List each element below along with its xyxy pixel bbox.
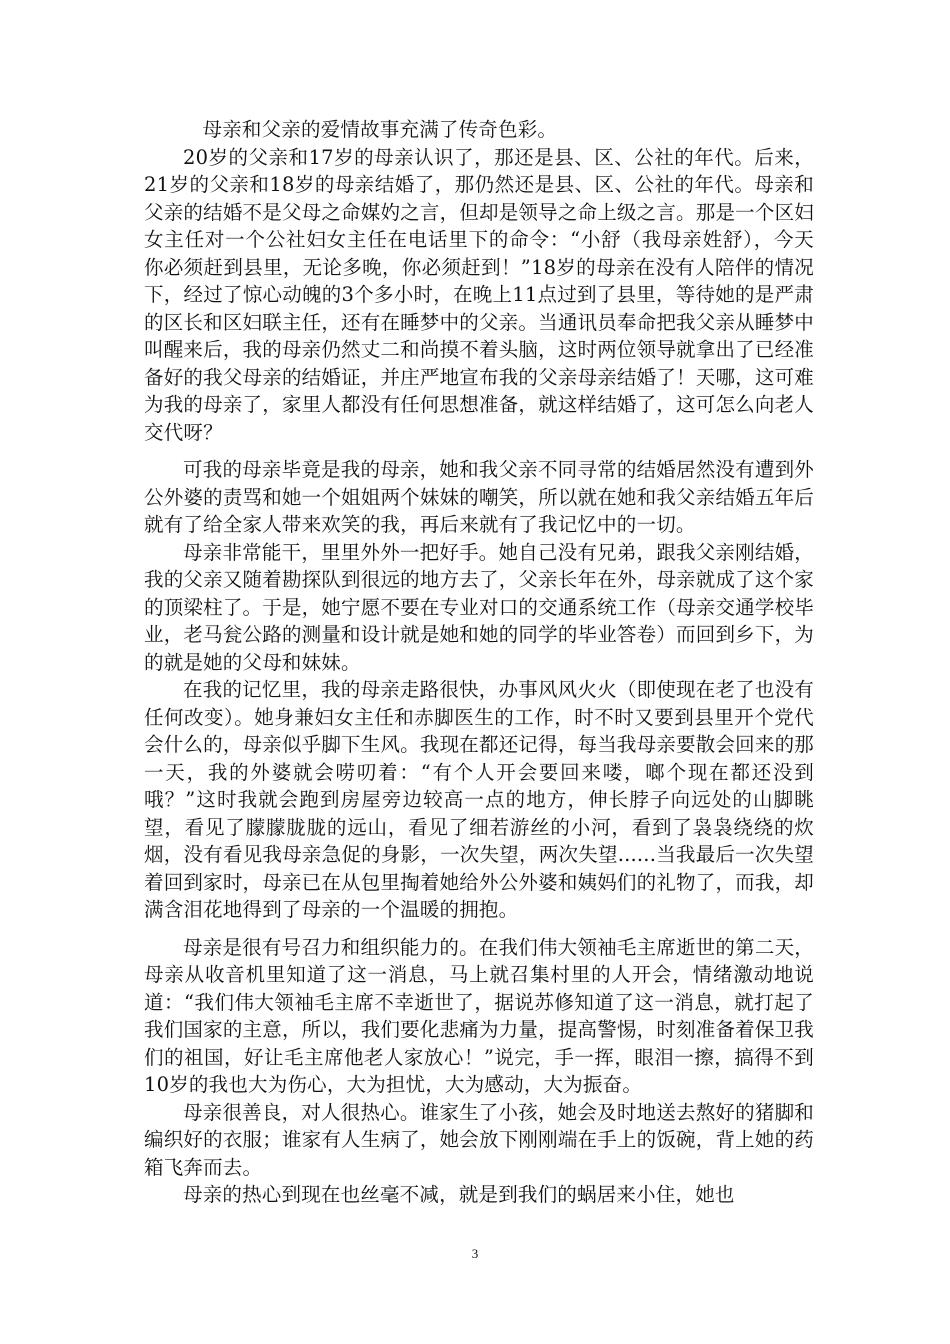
paragraph-marriage-story: 20岁的父亲和17岁的母亲认识了，那还是县、区、公社的年代。后来，21岁的父亲和18岁的母亲结婚了，那仍然还是县、区、公社的年代。母亲和父亲的结婚不是父母之命媒妁之言，但却是领导之命上级之言。那是一个区妇女主任对一个公社妇女主任在电话里下的命令：“小舒（我母亲姓舒），今天你必须赶到县里，无论多晚，你必须赶到！”18岁的母亲在没有人陪伴的情况下，经过了惊心动魄的3个多小时，在晚上11点过到了县里，等待她的是严肃的区长和区妇联主任，还有在睡梦中的父亲。当通讯员奉命把我父亲从睡梦中叫醒来后，我的母亲仍然丈二和尚摸不着头脑，这时两位领导就拿出了已经准备好的我父母亲的结婚证，并庄严地宣布我的父亲母亲结婚了！天哪，这可难为我的母亲了，家里人都没有任何思想准备，就这样结婚了，这可怎么向老人交代呀？ xyxy=(144,145,814,444)
paragraph-continued: 母亲的热心到现在也丝毫不减，就是到我们的蜗居来小住，她也 xyxy=(183,1183,735,1206)
paragraph-after-marriage: 可我的母亲毕竟是我的母亲，她和我父亲不同寻常的结婚居然没有遭到外公外婆的责骂和她一个姐姐两个妹妹的嘲笑，所以就在她和我父亲结婚五年后就有了给全家人带来欢笑的我，再后来就有了我记忆中的一切。 xyxy=(144,458,814,536)
paragraph-capable-mother: 母亲非常能干，里里外外一把好手。她自己没有兄弟，跟我父亲刚结婚，我的父亲又随着勘探队到很远的地方去了，父亲长年在外，母亲就成了这个家的顶梁柱了。于是，她宁愿不要在专业对口的交通系统工作（母亲交通学校毕业，老马瓮公路的测量和设计就是她和她的同学的毕业答卷）而回到乡下，为的就是她的父母和妹妹。 xyxy=(144,540,814,674)
page-number: 3 xyxy=(471,1246,479,1261)
body-text xyxy=(144,116,814,1209)
paragraph-kindness: 母亲很善良，对人很热心。谁家生了小孩，她会及时地送去熬好的猪脚和编织好的衣服；谁家有人生病了，她会放下刚刚端在手上的饭碗，背上她的药箱飞奔而去。 xyxy=(144,1100,814,1179)
paragraph-memory: 在我的记忆里，我的母亲走路很快，办事风风火火（即使现在老了也没有任何改变）。她身兼妇女主任和赤脚医生的工作，时不时又要到县里开个党代会什么的，母亲似乎脚下生风。我现在都还记得，每当我母亲要散会回来的那一天，我的外婆就会唠叨着：“有个人开会要回来喽，啷个现在都还没到哦？”这时我就会跑到房屋旁边较高一点的地方，伸长脖子向远处的山脚眺望，看见了朦朦胧胧的远山，看见了细若游丝的小河，看到了袅袅绕绕的炊烟，没有看见我母亲急促的身影，一次失望，两次失望......当我最后一次失望着回到家时，母亲已在从包里掏着她给外公外婆和姨妈们的礼物了，而我，却满含泪花地得到了母亲的一个温暖的拥抱。 xyxy=(144,678,814,921)
paragraph-leadership: 母亲是很有号召力和组织能力的。在我们伟大领袖毛主席逝世的第二天，母亲从收音机里知道了这一消息，马上就召集村里的人开会，情绪激动地说道：“我们伟大领袖毛主席不幸逝世了，据说苏修知道了这一消息，就打起了我们国家的主意，所以，我们要化悲痛为力量，提高警惕，时刻准备着保卫我们的祖国，好让毛主席他老人家放心！”说完，手一挥，眼泪一擦，搞得不到10岁的我也大为伤心，大为担忧，大为感动，大为振奋。 xyxy=(144,935,814,1096)
paragraph-intro: 母亲和父亲的爱情故事充满了传奇色彩。 xyxy=(202,118,558,141)
